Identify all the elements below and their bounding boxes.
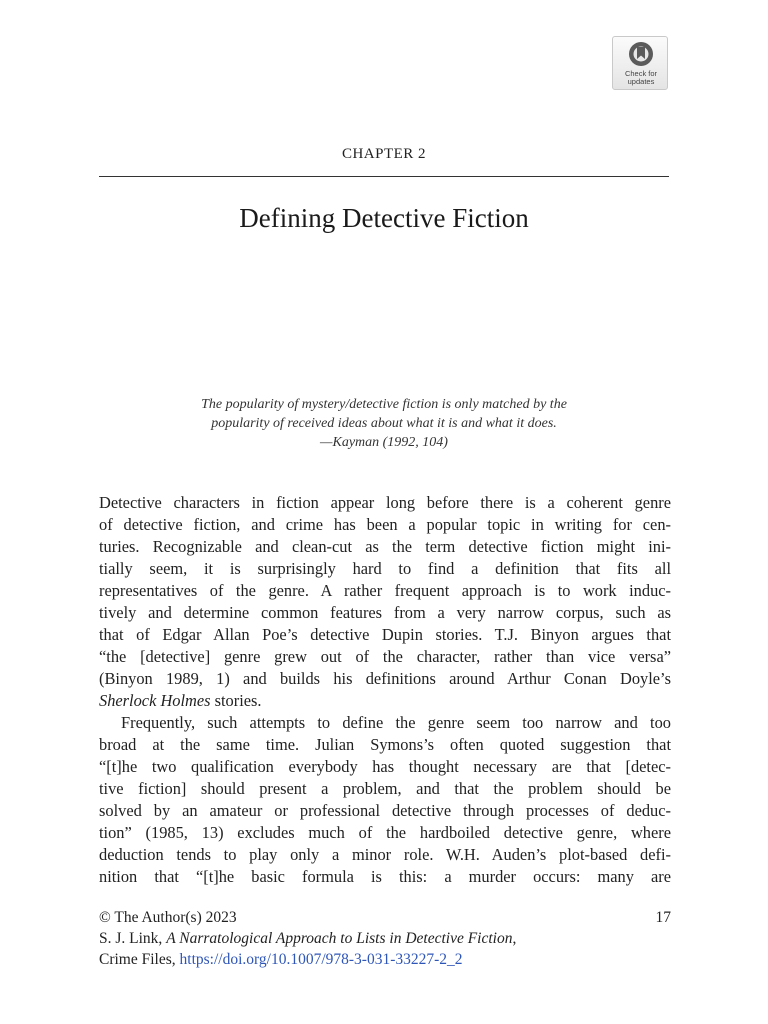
epigraph [99,395,669,452]
paragraph-line: solved by an amateur or professional detective through processes of deduc- [99,801,671,820]
paragraph-line: “the [detective] genre grew out of the character, rather than vice versa” [99,647,671,666]
paragraph-line-rest: stories. [210,691,262,710]
paragraph-line: that of Edgar Allan Poe’s detective Dupin stories. T.J. Binyon argues that [99,625,671,644]
paragraph-line: turies. Recognizable and clean-cut as the term detective fiction might ini- [99,537,671,556]
paragraph-line: tion” (1985, 13) excludes much of the hardboiled detective genre, where [99,823,671,842]
book-title-italic: Sherlock Holmes [99,691,211,710]
check-for-updates-badge[interactable] [612,36,668,90]
paragraph-line [99,690,671,712]
paragraph-line: Frequently, such attempts to define the genre seem too narrow and too [121,713,671,732]
chapter-title: Defining Detective Fiction [239,203,529,233]
series-name: Crime Files, [99,951,180,968]
citation-line [99,928,671,949]
paragraph-line: “[t]he two qualification everybody has thought necessary are that [detec- [99,757,671,776]
paragraph-line: deduction tends to play only a minor role. W.H. Auden’s plot-based defi- [99,845,671,864]
copyright-line: © The Author(s) 2023 [99,909,237,926]
paragraph-line: nition that “[t]he basic formula is this: a murder occurs: many are [99,867,671,886]
epigraph-line: The popularity of mystery/detective fiction is only matched by the [201,397,567,412]
paragraph-line: Detective characters in fiction appear long before there is a coherent genre [99,493,671,512]
badge-label-line1: Check for [624,69,658,78]
citation-comma: , [512,930,517,947]
paragraph-line: tially seem, it is surprisingly hard to find a definition that fits all [99,559,671,578]
epigraph-line: popularity of received ideas about what it is and what it does. [211,416,557,431]
paragraph-line: of detective fiction, and crime has been a popular topic in writing for cen- [99,515,671,534]
page-number: 17 [655,909,671,926]
book-title: A Narratological Approach to Lists in Detective Fiction [166,930,513,947]
epigraph-attribution: —Kayman (1992, 104) [320,435,448,450]
body-text [99,492,671,888]
series-line [99,949,671,970]
page-footer [99,907,671,970]
chapter-divider [99,176,669,177]
chapter-label: CHAPTER 2 [341,146,427,162]
paragraph-line: tively and determine common features from a very narrow corpus, such as [99,603,671,622]
bookmark-update-icon [628,41,654,67]
paragraph-line: representatives of the genre. A rather frequent approach is to work induc- [99,581,671,600]
author-name: S. J. Link, [99,930,167,947]
doi-link[interactable]: https://doi.org/10.1007/978-3-031-33227-2_2 [179,951,463,968]
badge-label-line2: updates [627,77,655,86]
paragraph-line: (Binyon 1989, 1) and builds his definitions around Arthur Conan Doyle’s [99,669,671,688]
paragraph-line: broad at the same time. Julian Symons’s often quoted suggestion that [99,735,671,754]
paragraph-line: tive fiction] should present a problem, and that the problem should be [99,779,671,798]
